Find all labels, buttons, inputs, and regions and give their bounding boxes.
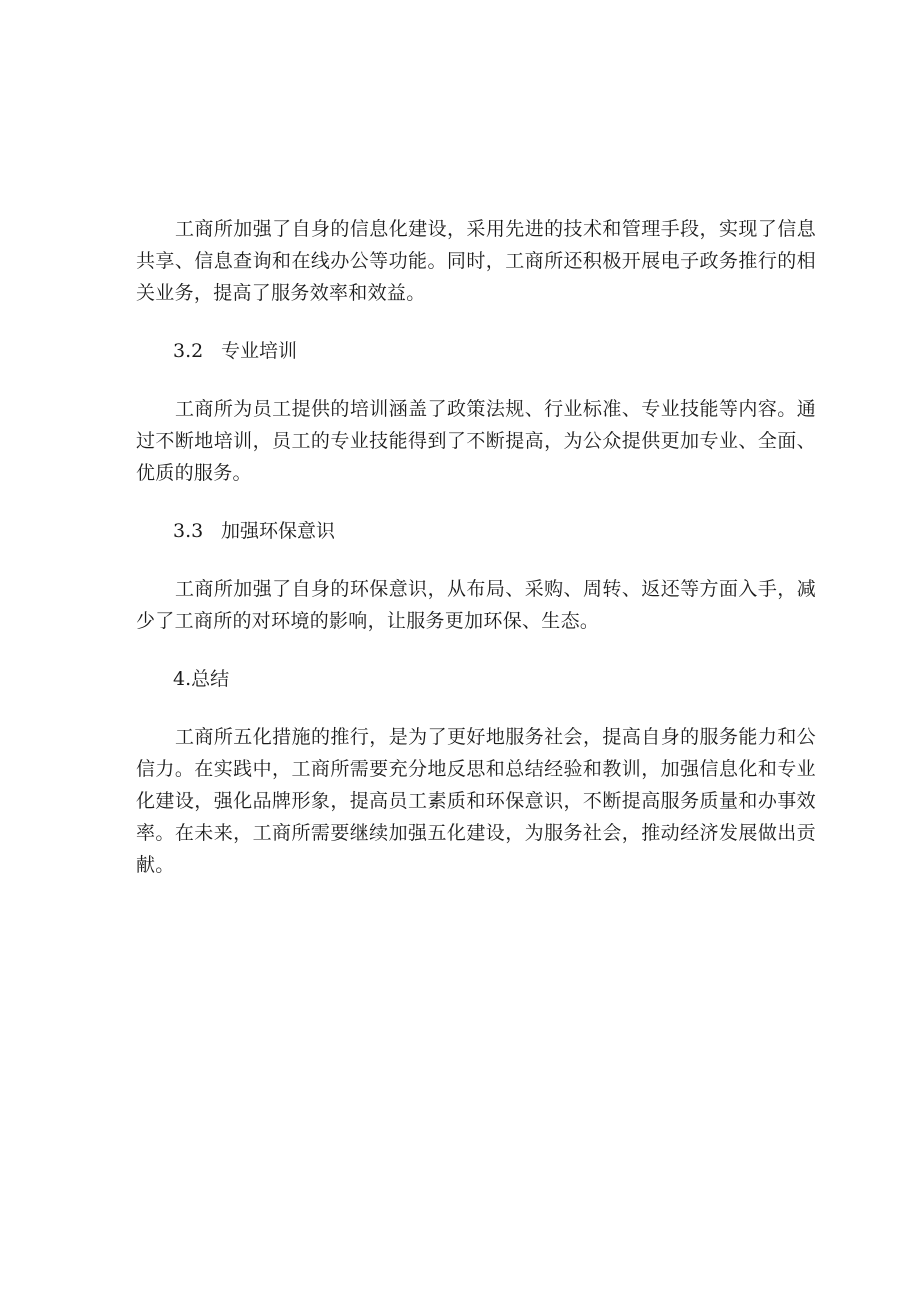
- spacer: [136, 637, 816, 663]
- section-number: 3.2: [173, 340, 204, 362]
- spacer: [136, 367, 816, 393]
- paragraph-informatization: 工商所加强了自身的信息化建设，采用先进的技术和管理手段，实现了信息共享、信息查询和在线办公等功能。同时，工商所还积极开展电子政务推行的相关业务，提高了服务效率和效益。: [136, 218, 816, 304]
- section-number: 3.3: [173, 520, 204, 542]
- paragraph-environment: 工商所加强了自身的环保意识，从布局、采购、周转、返还等方面入手，减少了工商所的对环境的影响，让服务更加环保、生态。: [136, 578, 816, 632]
- section-heading-4: [136, 663, 816, 695]
- spacer: [136, 547, 816, 573]
- spacer: [136, 695, 816, 721]
- section-number: 4.总结: [173, 668, 230, 690]
- section-title: 加强环保意识: [221, 520, 336, 542]
- section-heading-3-3: [136, 515, 816, 547]
- section-title: 专业培训: [221, 340, 298, 362]
- spacer: [136, 309, 816, 335]
- paragraph-summary: 工商所五化措施的推行，是为了更好地服务社会，提高自身的服务能力和公信力。在实践中，工商所需要充分地反思和总结经验和教训，加强信息化和专业化建设，强化品牌形象，提高员工素质和环保意识，不断提高服务质量和办事效率。在未来，工商所需要继续加强五化建设，为服务社会，推动经济发展做出贡献。: [136, 726, 816, 876]
- spacer: [136, 489, 816, 515]
- paragraph-training: 工商所为员工提供的培训涵盖了政策法规、行业标准、专业技能等内容。通过不断地培训，员工的专业技能得到了不断提高，为公众提供更加专业、全面、优质的服务。: [136, 398, 816, 484]
- document-body: [136, 213, 816, 881]
- section-heading-3-2: [136, 335, 816, 367]
